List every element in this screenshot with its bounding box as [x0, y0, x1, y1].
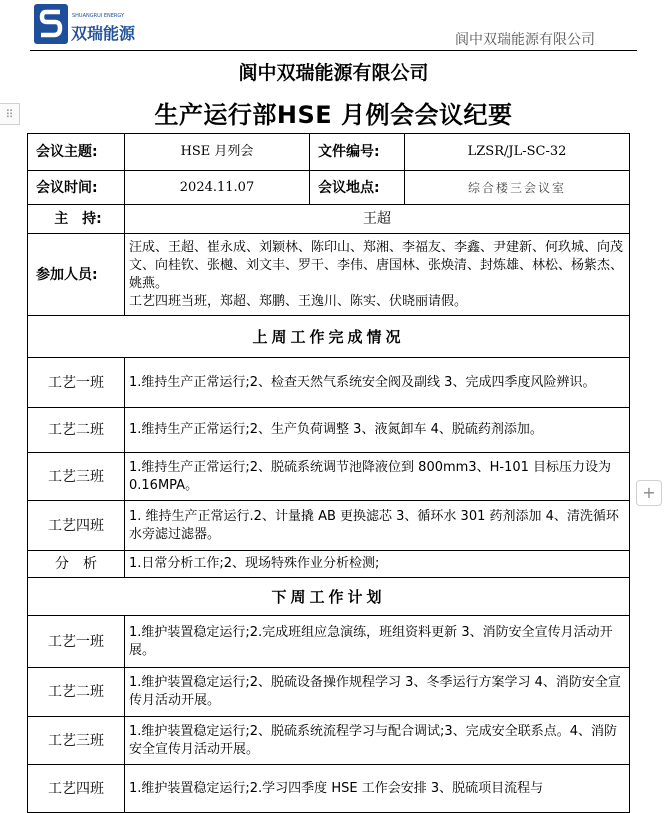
plus-icon[interactable]: + [636, 480, 662, 506]
plan-cell: 1.维护装置稳定运行;2.学习四季度 HSE 工作会安排 3、脱硫项目流程与 [125, 765, 630, 813]
work-cell: 1.维持生产正常运行;2、生产负荷调整 3、液氮卸车 4、脱硫药剂添加。 [125, 408, 630, 453]
table-row [28, 171, 630, 205]
logo-text: 双瑞能源 [71, 24, 136, 43]
attendees-cell [125, 234, 630, 316]
place-value: 综合楼三会议室 [405, 171, 630, 205]
team-cell: 工艺二班 [28, 668, 125, 717]
last-week-heading: 上周工作完成情况 [28, 316, 630, 358]
work-cell: 1.日常分析工作;2、现场特殊作业分析检测; [125, 551, 630, 578]
table-row [28, 316, 630, 358]
logo-subtext: SHUANGRUI ENERGY [72, 13, 125, 19]
work-cell: 1.维持生产正常运行;2、检查天然气系统安全阀及副线 3、完成四季度风险辨识。 [125, 358, 630, 408]
header-divider [30, 50, 637, 51]
host-label: 主 持: [28, 205, 125, 234]
attendees-label: 参加人员: [28, 234, 125, 316]
time-label: 会议时间: [28, 171, 125, 205]
doc-no-value: LZSR/JL-SC-32 [405, 134, 630, 171]
plan-cell: 1.维护装置稳定运行;2、脱硫系统流程学习与配合调试;3、完成安全联系点。4、消防安全宣传月活动开展。 [125, 717, 630, 765]
team-cell: 工艺一班 [28, 358, 125, 408]
team-cell: 工艺三班 [28, 453, 125, 501]
table-row [28, 717, 630, 765]
attendees-value: 汪成、王超、崔永成、刘颖林、陈印山、郑湘、李福友、李鑫、尹建新、何玖城、向茂文、向桂钦、张樾、刘文丰、罗干、李伟、唐国林、张焕清、封炼雄、林松、杨紫杰、姚燕。 [129, 239, 624, 291]
document-title: 生产运行部HSE 月例会会议纪要 [154, 101, 513, 129]
table-row [28, 551, 630, 578]
table-row [28, 358, 630, 408]
company-title: 阆中双瑞能源有限公司 [238, 62, 429, 84]
minutes-table [27, 133, 630, 813]
plan-cell: 1.维护装置稳定运行;2.完成班组应急演练，班组资料更新 3、消防安全宣传月活动开展。 [125, 616, 630, 668]
company-logo [34, 2, 146, 46]
team-cell: 工艺四班 [28, 765, 125, 813]
table-row [28, 205, 630, 234]
table-row [28, 578, 630, 616]
table-row [28, 408, 630, 453]
table-row [28, 501, 630, 551]
next-week-heading: 下周工作计划 [28, 578, 630, 616]
absent-note: 工艺四班当班，郑超、郑鹏、王逸川、陈实、伏晓丽请假。 [129, 293, 468, 309]
topic-value: HSE 月列会 [125, 134, 310, 171]
plan-cell: 1.维护装置稳定运行;2、脱硫设备操作规程学习 3、冬季运行方案学习 4、消防安全宣传月活动开展。 [125, 668, 630, 717]
table-row [28, 134, 630, 171]
doc-no-label: 文件编号: [310, 134, 405, 171]
table-row [28, 765, 630, 813]
header-company-name: 阆中双瑞能源有限公司 [455, 32, 595, 48]
table-row [28, 453, 630, 501]
topic-label: 会议主题: [28, 134, 125, 171]
team-cell: 分 析 [28, 551, 125, 578]
team-cell: 工艺二班 [28, 408, 125, 453]
team-cell: 工艺四班 [28, 501, 125, 551]
work-cell: 1. 维持生产正常运行.2、计量撬 AB 更换滤芯 3、循环水 301 药剂添加 4、清洗循环水旁滤过滤器。 [125, 501, 630, 551]
team-cell: 工艺三班 [28, 717, 125, 765]
logo-mark [34, 2, 146, 46]
table-row [28, 668, 630, 717]
host-value: 王超 [125, 205, 630, 234]
team-cell: 工艺一班 [28, 616, 125, 668]
table-row [28, 234, 630, 316]
drag-dots-icon[interactable]: ⠿ [0, 103, 20, 125]
work-cell: 1.维持生产正常运行;2、脱硫系统调节池降液位到 800mm3、H-101 目标压力设为 0.16MPA。 [125, 453, 630, 501]
time-value: 2024.11.07 [125, 171, 310, 205]
table-row [28, 616, 630, 668]
place-label: 会议地点: [310, 171, 405, 205]
